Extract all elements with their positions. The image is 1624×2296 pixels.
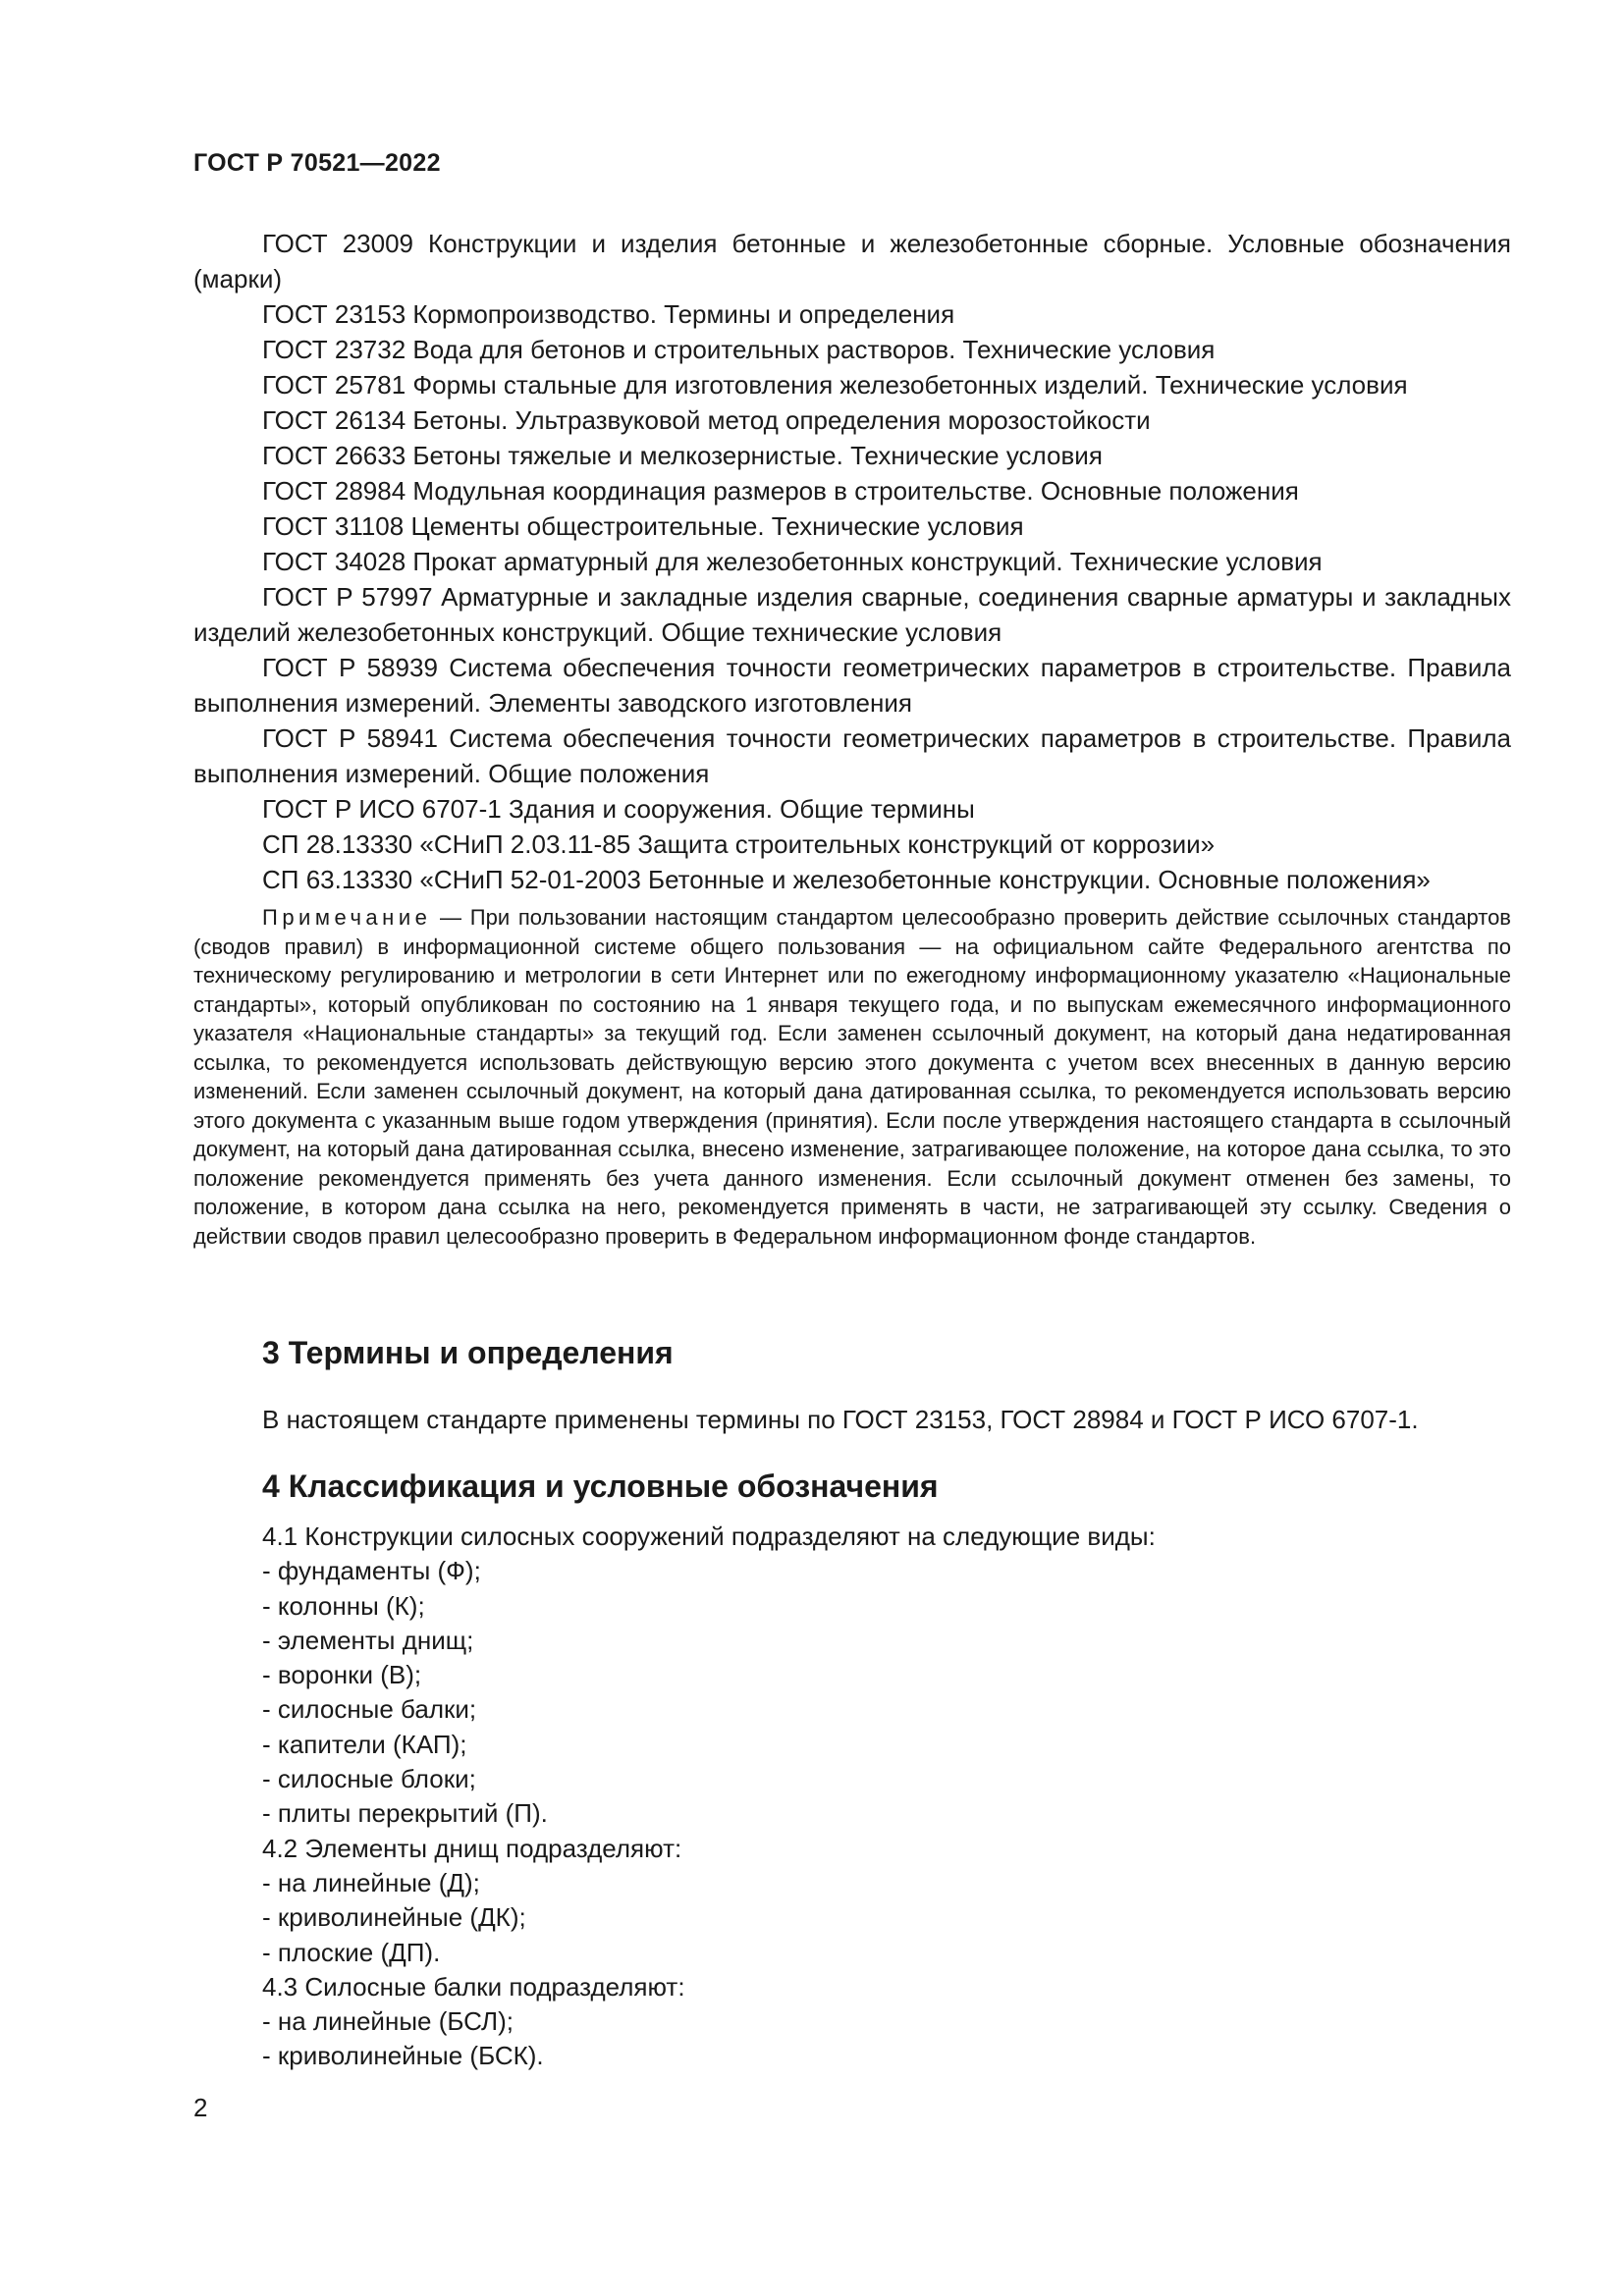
list-item: - плиты перекрытий (П). (262, 1798, 548, 1829)
list-item: 4.2 Элементы днищ подразделяют: (262, 1833, 682, 1863)
reference-item: СП 63.13330 «СНиП 52-01-2003 Бетонные и железобетонные конструкции. Основные положения» (262, 865, 1431, 894)
list-item: - силосные балки; (262, 1694, 477, 1725)
note-text: — При пользовании настоящим стандартом целесообразно проверить действие ссылочных стандартов (сводов правил) в информационной системе общего пользования — на официальном сайте Федерального агентства по техническому регулированию и метрологии в сети Интернет или по ежегодному информационному указателю «Национальные стандарты», который опубликован по состоянию на 1 января текущего года, и по выпускам ежемесячного информационного указателя «Национальные стандарты» за текущий год. Если заменен ссылочный документ, на который дана недатированная ссылка, то рекомендуется использовать действующую версию этого документа с учетом всех внесенных в данную версию изменений. Если заменен ссылочный документ, на который дана датированная ссылка, то рекомендуется использовать версию этого документа с указанным выше годом утверждения (принятия). Если после утверждения настоящего стандарта в ссылочный документ, на который дана датированная ссылка, внесено изменение, затрагивающее положение, на которое дана ссылка, то это положение рекомендуется применять без учета данного изменения. Если ссылочный документ отменен без замены, то положение, в котором дана ссылка на него, рекомендуется применять в части, не затрагивающей эту ссылку. Сведения о действии сводов правил целесообразно проверить в Федеральном информационном фонде стандартов. (193, 905, 1511, 1249)
reference-item: ГОСТ 26633 Бетоны тяжелые и мелкозернистые. Технические условия (262, 441, 1103, 470)
section-4-heading: 4 Классификация и условные обозначения (262, 1468, 939, 1504)
list-item: - криволинейные (ДК); (262, 1902, 526, 1933)
list-item: - на линейные (БСЛ); (262, 2006, 514, 2037)
reference-item: ГОСТ 28984 Модульная координация размеров в строительстве. Основные положения (262, 476, 1299, 506)
list-item: - силосные блоки; (262, 1764, 476, 1794)
document-code: ГОСТ Р 70521—2022 (193, 149, 441, 177)
reference-item: ГОСТ Р 58941 Система обеспечения точности геометрических параметров в строительстве. Правила выполнения измерений. Общие положения (193, 723, 1511, 788)
list-item: 4.3 Силосные балки подразделяют: (262, 1971, 685, 2002)
reference-item: ГОСТ Р 57997 Арматурные и закладные изделия сварные, соединения сварные арматуры и закладных изделий железобетонных конструкций. Общие технические условия (193, 582, 1511, 647)
reference-item: ГОСТ 25781 Формы стальные для изготовления железобетонных изделий. Технические условия (262, 370, 1408, 400)
list-item: - фундаменты (Ф); (262, 1556, 481, 1586)
normative-references-list (193, 226, 1511, 897)
list-item: - капители (КАП); (262, 1729, 467, 1759)
note-paragraph (193, 903, 1511, 1251)
list-item: - колонны (К); (262, 1590, 425, 1621)
section-4-list (262, 1520, 1440, 2074)
reference-item: ГОСТ 31108 Цементы общестроительные. Технические условия (262, 511, 1024, 541)
reference-item: ГОСТ 34028 Прокат арматурный для железобетонных конструкций. Технические условия (262, 547, 1323, 576)
section-3-heading: 3 Термины и определения (262, 1335, 674, 1370)
reference-item: ГОСТ Р 58939 Система обеспечения точности геометрических параметров в строительстве. Правила выполнения измерений. Элементы заводского изготовления (193, 653, 1511, 718)
list-item: - воронки (В); (262, 1660, 422, 1690)
reference-item: ГОСТ 23153 Кормопроизводство. Термины и определения (262, 299, 955, 329)
reference-item: ГОСТ Р ИСО 6707-1 Здания и сооружения. Общие термины (262, 794, 975, 824)
reference-item: ГОСТ 23732 Вода для бетонов и строительных растворов. Технические условия (262, 335, 1216, 364)
note-label: Примечание (262, 905, 432, 930)
page-number: 2 (193, 2093, 208, 2122)
section-3-text: В настоящем стандарте применены термины по ГОСТ 23153, ГОСТ 28984 и ГОСТ Р ИСО 6707-1. (262, 1405, 1419, 1434)
list-item: 4.1 Конструкции силосных сооружений подразделяют на следующие виды: (262, 1522, 1156, 1551)
reference-item: ГОСТ 23009 Конструкции и изделия бетонные и железобетонные сборные. Условные обозначения (марки) (193, 229, 1511, 294)
list-item: - элементы днищ; (262, 1625, 474, 1655)
list-item: - на линейные (Д); (262, 1867, 480, 1897)
reference-item: СП 28.13330 «СНиП 2.03.11-85 Защита строительных конструкций от коррозии» (262, 829, 1216, 859)
list-item: - криволинейные (БСК). (262, 2041, 544, 2071)
reference-item: ГОСТ 26134 Бетоны. Ультразвуковой метод определения морозостойкости (262, 405, 1151, 435)
list-item: - плоские (ДП). (262, 1937, 441, 1967)
